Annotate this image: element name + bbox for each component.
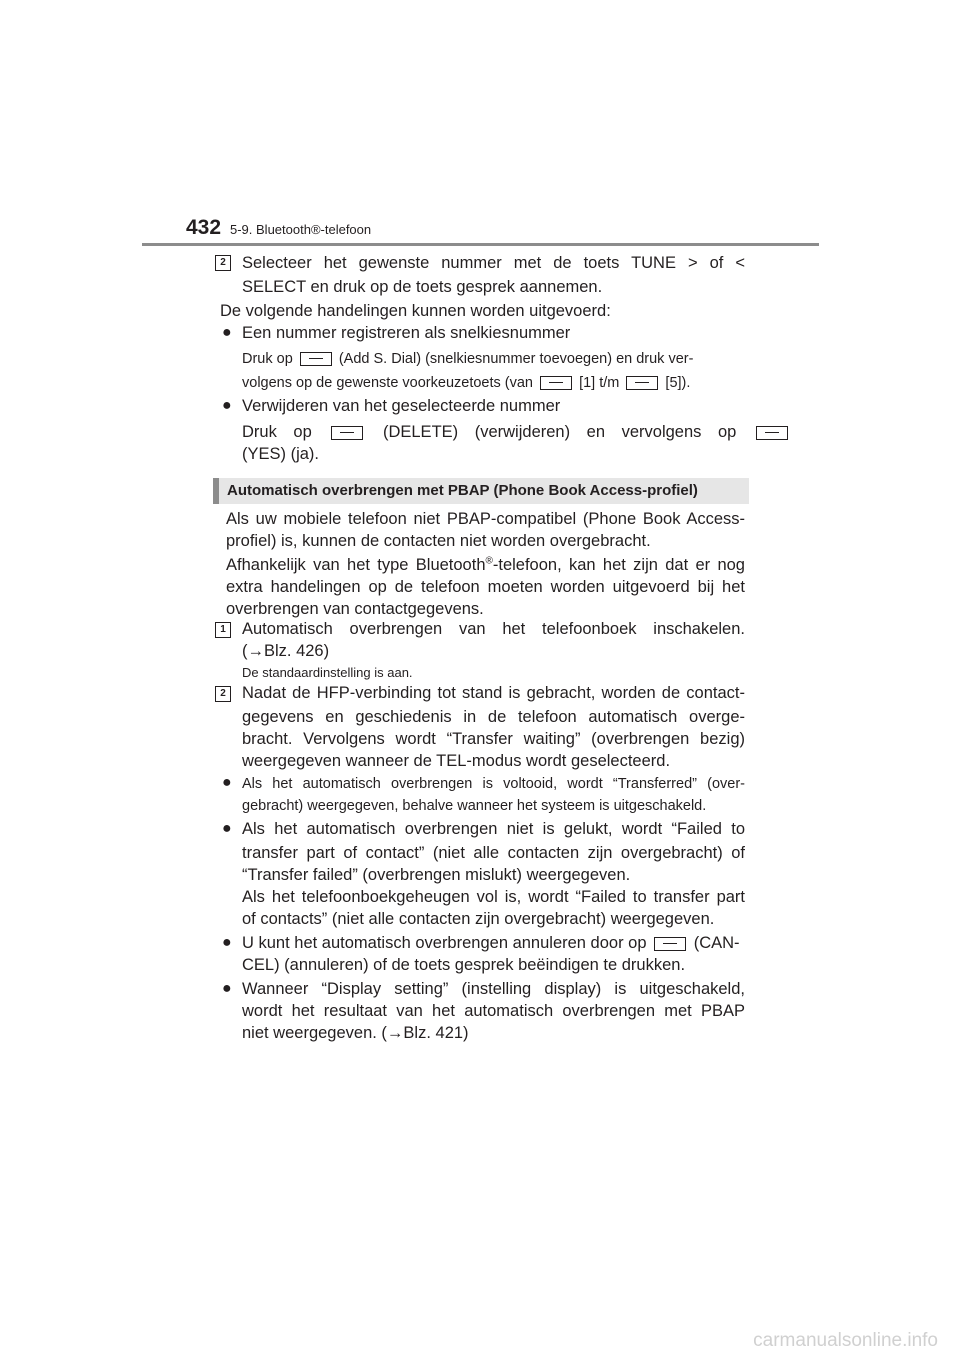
bullet-icon: ●: [222, 397, 232, 414]
bullet-icon: ●: [222, 934, 232, 951]
watermark: carmanualsonline.info: [753, 1330, 938, 1351]
bullet-icon: ●: [222, 980, 232, 997]
step-2-text-line2: SELECT en druk op de toets gesprek aannemen.: [242, 278, 603, 296]
step-1-line1: Automatisch overbrengen van het telefoonboek inschakelen.: [242, 620, 745, 638]
step-1-note: De standaardinstelling is aan.: [242, 665, 413, 680]
bullet-transferred-line2: gebracht) weergegeven, behalve wanneer het systeem is uitgeschakeld.: [242, 798, 707, 814]
bullet-icon: ●: [222, 820, 232, 837]
screen-button-icon: [654, 937, 686, 951]
step-2-line2: gegevens en geschiedenis in de telefoon automatisch overge-: [242, 708, 745, 726]
page-number: 432: [186, 216, 222, 239]
screen-button-icon: [300, 352, 332, 366]
step-1-badge: 1: [215, 622, 231, 638]
bullet-display-line2: wordt het resultaat van het automatisch overbrengen met PBAP: [242, 1002, 745, 1020]
screen-button-icon: [540, 376, 572, 390]
bullet-register-line1: Druk op (Add S. Dial) (snelkiesnummer toevoegen) en druk ver-: [242, 351, 694, 367]
bullet-cancel-line1: U kunt het automatisch overbrengen annuleren door op (CAN-: [242, 934, 740, 952]
bullet-delete-line1: Druk op (DELETE) (verwijderen) en vervolgens op: [242, 421, 745, 443]
step-2-line1: Nadat de HFP-verbinding tot stand is gebracht, worden de contact-: [242, 684, 745, 702]
screen-button-icon: [331, 426, 363, 440]
bullet-failed-line2: transfer part of contact” (niet alle contacten zijn overgebracht) of: [242, 844, 745, 862]
bullet-failed-line3: “Transfer failed” (overbrengen mislukt) weergegeven.: [242, 866, 631, 884]
bullet-failed-line5: of contacts” (niet alle contacten zijn overgebracht) weergegeven.: [242, 910, 715, 928]
operations-intro: De volgende handelingen kunnen worden uitgevoerd:: [220, 302, 611, 320]
intro-p2-line1: Afhankelijk van het type Bluetooth®-telefoon, kan het zijn dat er nog: [226, 555, 745, 574]
bullet-register-title: Een nummer registreren als snelkiesnummer: [242, 324, 571, 342]
step-2-text-line1: Selecteer het gewenste nummer met de toets TUNE > of <: [242, 254, 745, 272]
intro-p2-line3: overbrengen van contactgegevens.: [226, 600, 484, 618]
intro-p1-line2: profiel) is, kunnen de contacten niet worden overgebracht.: [226, 532, 651, 550]
step-2-badge: 2: [215, 686, 231, 702]
bullet-register-line2: volgens op de gewenste voorkeuzetoets (van [1] t/m [5]).: [242, 375, 691, 391]
bullet-icon: ●: [222, 324, 232, 341]
bullet-failed-line4: Als het telefoonboekgeheugen vol is, wordt “Failed to transfer part: [242, 888, 745, 906]
chapter-title: 5-9. Bluetooth®-telefoon: [230, 222, 372, 237]
bullet-display-line1: Wanneer “Display setting” (instelling display) is uitgeschakeld,: [242, 980, 745, 998]
screen-button-icon: [756, 426, 788, 440]
bullet-display-line3: niet weergegeven. (→Blz. 421): [242, 1024, 469, 1042]
bullet-transferred-line1: Als het automatisch overbrengen is voltooid, wordt “Transferred” (over-: [242, 776, 745, 792]
header-divider: [142, 243, 819, 246]
step-2-line3: bracht. Vervolgens wordt “Transfer waiting” (overbrengen bezig): [242, 730, 745, 748]
bullet-cancel-line2: CEL) (annuleren) of de toets gesprek beëindigen te drukken.: [242, 956, 686, 974]
step-1-line2: (→Blz. 426): [242, 642, 330, 660]
section-heading: Automatisch overbrengen met PBAP (Phone Book Access-profiel): [213, 478, 749, 504]
bullet-delete-title: Verwijderen van het geselecteerde nummer: [242, 397, 561, 415]
bullet-icon: ●: [222, 774, 232, 791]
bullet-delete-line2: (YES) (ja).: [242, 445, 320, 463]
step-2-line4: weergegeven wanneer de TEL-modus wordt geselecteerd.: [242, 752, 671, 770]
intro-p1-line1: Als uw mobiele telefoon niet PBAP-compatibel (Phone Book Access-: [226, 510, 745, 528]
bullet-failed-line1: Als het automatisch overbrengen niet is gelukt, wordt “Failed to: [242, 820, 745, 838]
step-2-badge: 2: [215, 255, 231, 271]
screen-button-icon: [626, 376, 658, 390]
intro-p2-line2: extra handelingen op de telefoon moeten worden uitgevoerd bij het: [226, 578, 745, 596]
